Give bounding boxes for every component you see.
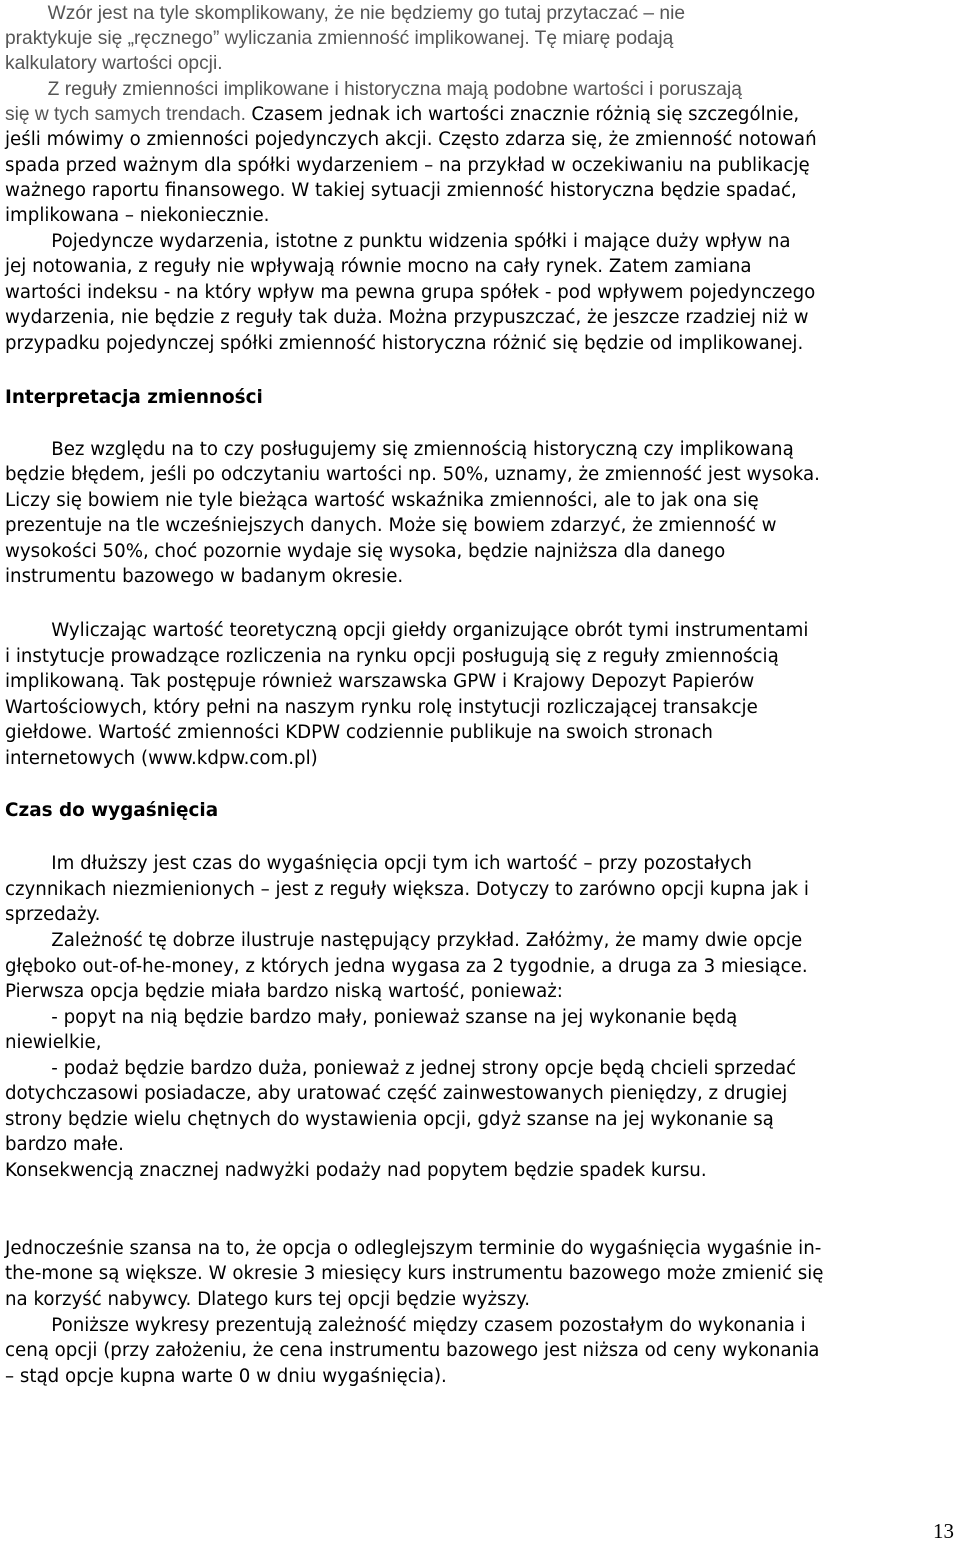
text-segment: Pojedyncze wydarzenia, istotne z punktu widzenia spółki i mające duży wpływ na bbox=[5, 231, 791, 252]
text-segment: spada przed ważnym dla spółki wydarzeniem – na przykład w oczekiwaniu na publikację bbox=[5, 155, 810, 176]
text-segment: Pierwsza opcja będzie miała bardzo niską wartość, ponieważ: bbox=[5, 981, 563, 1002]
text-segment: strony będzie wielu chętnych do wystawienia opcji, gdyż szanse na jej wykonanie są bbox=[5, 1109, 774, 1130]
text-segment: czynnikach niezmienionych – jest z reguły większa. Dotyczy to zarówno opcji kupna jak i bbox=[5, 879, 809, 900]
text-segment: Zależność tę dobrze ilustruje następujący przykład. Załóżmy, że mamy dwie opcje bbox=[5, 930, 803, 951]
text-line bbox=[5, 438, 794, 462]
text-segment: Bez względu na to czy posługujemy się zmiennością historyczną czy implikowaną bbox=[5, 439, 794, 460]
text-segment: sprzedaży. bbox=[5, 904, 101, 925]
text-segment: bardzo małe. bbox=[5, 1134, 124, 1155]
text-line bbox=[5, 1237, 821, 1261]
page-number: 13 bbox=[933, 1519, 954, 1543]
text-line bbox=[5, 721, 713, 745]
text-line bbox=[5, 1082, 787, 1106]
text-line bbox=[5, 1159, 707, 1183]
text-segment: praktykuje się „ręcznego” wyliczania zmienność implikowanej. Tę miarę podają bbox=[5, 28, 674, 49]
text-segment: jej notowania, z reguły nie wpływają równie mocno na cały rynek. Zatem zamiana bbox=[5, 256, 752, 277]
text-segment: prezentuje na tle wcześniejszych danych. Może się bowiem zdarzyć, że zmienność w bbox=[5, 515, 777, 536]
text-line bbox=[5, 128, 817, 152]
text-line bbox=[5, 230, 791, 254]
text-segment: i instytucje prowadzące rozliczenia na rynku opcji posługują się z reguły zmiennością bbox=[5, 646, 779, 667]
text-line bbox=[5, 565, 403, 589]
text-line bbox=[5, 463, 820, 487]
section-heading: Interpretacja zmienności bbox=[5, 387, 263, 408]
text-segment: Liczy się bowiem nie tyle bieżąca wartość wskaźnika zmienności, ale to jak ona się bbox=[5, 490, 759, 511]
text-line bbox=[5, 878, 809, 902]
text-line bbox=[5, 852, 752, 876]
text-line bbox=[5, 1339, 819, 1363]
text-segment: Wyliczając wartość teoretyczną opcji giełdy organizujące obrót tymi instrumentami bbox=[5, 620, 809, 641]
text-segment: się w tych samych trendach. bbox=[5, 104, 252, 125]
text-segment: jeśli mówimy o zmienności pojedynczych akcji. bbox=[5, 129, 439, 150]
text-segment: implikowaną. Tak postępuje również warszawska GPW i Krajowy Depozyt Papierów bbox=[5, 671, 755, 692]
text-segment: kalkulatory wartości opcji. bbox=[5, 53, 223, 74]
text-line bbox=[5, 1288, 530, 1312]
text-segment: Wzór jest na tyle skomplikowany, że nie będziemy go tutaj przytaczać – nie bbox=[5, 3, 686, 24]
text-line bbox=[5, 332, 803, 356]
text-segment: dotychczasowi posiadacze, aby uratować część zainwestowanych pieniędzy, z drugiej bbox=[5, 1083, 788, 1104]
text-line bbox=[5, 179, 797, 203]
text-segment: the-mone są większe. W okresie 3 miesięcy kurs instrumentu bazowego może zmienić się bbox=[5, 1263, 824, 1284]
text-segment: implikowana – niekoniecznie. bbox=[5, 205, 270, 226]
text-line bbox=[5, 489, 759, 513]
text-line bbox=[5, 1006, 737, 1030]
text-segment: W takiej sytuacji zmienność historyczna będzie spadać, bbox=[291, 180, 797, 201]
text-segment: - popyt na nią będzie bardzo mały, ponieważ szanse na jej wykonanie będą bbox=[5, 1007, 738, 1028]
text-line bbox=[5, 929, 802, 953]
text-segment: wysokości 50%, choć pozornie wydaje się wysoka, będzie najniższa dla danego bbox=[5, 541, 726, 562]
text-line bbox=[5, 306, 808, 330]
text-segment: wartości indeksu - na który wpływ ma pewna grupa spółek - pod wpływem pojedynczego bbox=[5, 282, 816, 303]
text-line bbox=[5, 103, 799, 127]
text-line bbox=[5, 1108, 774, 1132]
text-line bbox=[5, 903, 100, 927]
section-heading: Czas do wygaśnięcia bbox=[5, 800, 219, 821]
text-segment: ceną opcji (przy założeniu, że cena instrumentu bazowego jest niższa od ceny wykonania bbox=[5, 1340, 820, 1361]
text-segment: Czasem jednak ich wartości znacznie różnią się szczególnie, bbox=[251, 104, 800, 125]
text-line bbox=[5, 27, 673, 51]
text-segment: Wartościowych, który pełni na naszym rynku rolę instytucji rozliczającej transakcje bbox=[5, 697, 758, 718]
text-line bbox=[5, 78, 742, 102]
text-line bbox=[5, 154, 810, 178]
text-segment: – stąd opcje kupna warte 0 w dniu wygaśnięcia). bbox=[5, 1366, 447, 1387]
text-line bbox=[5, 514, 777, 538]
text-line bbox=[5, 1262, 823, 1286]
text-line bbox=[5, 1365, 447, 1389]
text-line bbox=[5, 255, 752, 279]
text-line bbox=[5, 747, 318, 771]
text-segment: ważnego raportu finansowego. bbox=[5, 180, 292, 201]
text-segment: głęboko out-of-he-money, z których jedna wygasa za 2 tygodnie, a druga za 3 miesiące. bbox=[5, 956, 808, 977]
text-line bbox=[5, 1031, 102, 1055]
text-segment: internetowych (www.kdpw.com.pl) bbox=[5, 748, 318, 769]
text-line bbox=[5, 281, 815, 305]
text-segment: Konsekwencją znacznej nadwyżki podaży nad popytem będzie spadek kursu. bbox=[5, 1160, 707, 1181]
text-line bbox=[5, 1314, 806, 1338]
text-line bbox=[5, 980, 563, 1004]
text-line bbox=[5, 645, 779, 669]
text-segment: będzie błędem, jeśli po odczytaniu wartości np. 50%, uznamy, że zmienność jest wysoka. bbox=[5, 464, 820, 485]
text-line bbox=[5, 2, 685, 26]
text-line bbox=[5, 52, 223, 76]
text-segment: Im dłuższy jest czas do wygaśnięcia opcji tym ich wartość – przy pozostałych bbox=[5, 853, 752, 874]
text-line bbox=[5, 1133, 124, 1157]
text-segment: Jednocześnie szansa na to, że opcja o odleglejszym terminie do wygaśnięcia wygaśnie in- bbox=[5, 1238, 822, 1259]
text-segment: giełdowe. Wartość zmienności KDPW codziennie publikuje na swoich stronach bbox=[5, 722, 713, 743]
text-segment: Z reguły zmienności implikowane i historyczna mają podobne wartości i poruszają bbox=[5, 79, 742, 100]
text-line bbox=[5, 670, 754, 694]
text-line bbox=[5, 1057, 796, 1081]
text-segment: przypadku pojedynczej spółki zmienność historyczna różnić się będzie od implikowanej. bbox=[5, 333, 804, 354]
text-segment: niewielkie, bbox=[5, 1032, 102, 1053]
text-segment: - podaż będzie bardzo duża, ponieważ z jednej strony opcje będą chcieli sprzedać bbox=[5, 1058, 797, 1079]
text-segment: na korzyść nabywcy. Dlatego kurs tej opcji będzie wyższy. bbox=[5, 1289, 531, 1310]
text-segment: wydarzenia, nie będzie z reguły tak duża. Można przypuszczać, że jeszcze rzadziej niż w bbox=[5, 307, 809, 328]
text-segment: Często zdarza się, że zmienność notowań bbox=[438, 129, 817, 150]
text-line bbox=[5, 204, 269, 228]
text-line bbox=[5, 696, 758, 720]
text-line bbox=[5, 619, 808, 643]
text-line bbox=[5, 955, 808, 979]
text-segment: Poniższe wykresy prezentują zależność między czasem pozostałym do wykonania i bbox=[5, 1315, 806, 1336]
text-line bbox=[5, 540, 725, 564]
text-segment: instrumentu bazowego w badanym okresie. bbox=[5, 566, 404, 587]
